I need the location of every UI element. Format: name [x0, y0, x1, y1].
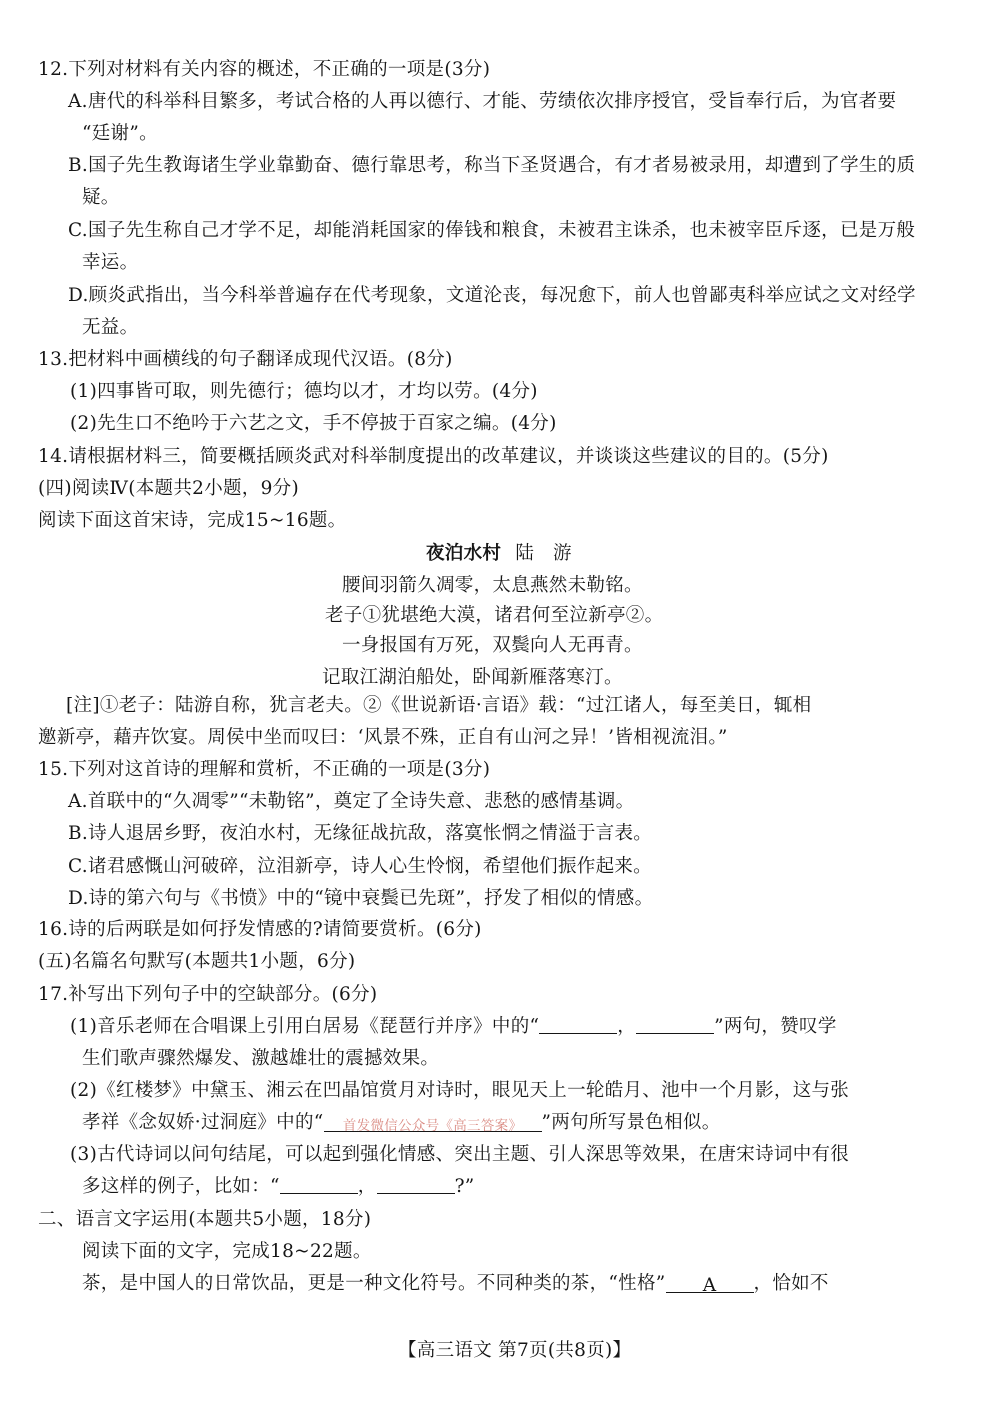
q12-option-a: A.唐代的科举科目繁多，考试合格的人再以德行、才能、劳绩依次排序授官，受旨奉行后，为官者要: [68, 91, 897, 112]
poem-line-3: 一身报国有万死，双鬓向人无再青。: [342, 635, 643, 656]
q17-sentence-1-cont: 生们歌声骤然爆发、激越雄壮的震撼效果。: [82, 1048, 440, 1069]
fill-blank[interactable]: [636, 1013, 714, 1034]
part2-p1-text-b: ，恰如不: [753, 1273, 829, 1294]
poem-note-1: [注]①老子：陆游自称，犹言老夫。②《世说新语·言语》载：“过江诸人，每至美日，辄相: [66, 695, 812, 716]
q12-option-b-cont: 疑。: [82, 187, 120, 208]
q17-sentence-2: (2)《红楼梦》中黛玉、湘云在凹晶馆赏月对诗时，眼见天上一轮皓月、池中一个月影，这与张: [70, 1080, 850, 1101]
q17-s1-text-b: ”两句，赞叹学: [714, 1016, 837, 1037]
q15-option-c: C.诸君感慨山河破碎，泣泪新亭，诗人心生怜悯，希望他们振作起来。: [68, 856, 652, 877]
q16-stem: 16.诗的后两联是如何抒发情感的?请简要赏析。(6分): [38, 919, 482, 940]
q12-option-b: B.国子先生教诲诸生学业靠勤奋、德行靠思考，称当下圣贤遇合，有才者易被录用，却遭到了学生的质: [68, 155, 916, 176]
q12-option-d: D.顾炎武指出，当今科举普遍存在代考现象，文道沦丧，每况愈下，前人也曾鄙夷科举应试之文对经学: [68, 285, 916, 306]
section5-heading: (五)名篇名句默写(本题共1小题，6分): [38, 951, 356, 972]
poem-author: 陆 游: [515, 543, 572, 564]
q15-option-b: B.诗人退居乡野，夜泊水村，无缘征战抗敌，落寞怅惘之情溢于言表。: [68, 823, 653, 844]
fill-blank[interactable]: [377, 1173, 455, 1194]
fill-blank[interactable]: [280, 1173, 358, 1194]
poem-line-4: 记取江湖泊船处，卧闻新雁落寒汀。: [322, 667, 623, 688]
blank-label: A: [702, 1275, 717, 1296]
q12-stem: 12.下列对材料有关内容的概述，不正确的一项是(3分): [38, 59, 491, 80]
part2-heading: 二、语言文字运用(本题共5小题，18分): [38, 1209, 372, 1230]
poem-line-1: 腰间羽箭久凋零，太息燕然未勒铭。: [342, 575, 643, 596]
fill-blank[interactable]: [539, 1013, 617, 1034]
fill-blank-a[interactable]: [666, 1272, 754, 1296]
page-footer: 【高三语文 第7页(共8页)】: [398, 1340, 632, 1361]
q15-stem: 15.下列对这首诗的理解和赏析，不正确的一项是(3分): [38, 759, 491, 780]
q12-option-d-cont: 无益。: [82, 317, 139, 338]
part2-paragraph: [82, 1270, 829, 1298]
q17-s3-text-b: 多这样的例子，比如：“: [82, 1176, 280, 1197]
q17-s2-text-b: 孝祥《念奴娇·过洞庭》中的“: [82, 1112, 324, 1133]
comma: ，: [357, 1176, 377, 1197]
q17-s1-text-a: (1)音乐老师在合唱课上引用白居易《琵琶行并序》中的“: [70, 1016, 540, 1037]
q17-sentence-2-cont: [82, 1109, 721, 1137]
q12-option-a-cont: “廷谢”。: [82, 123, 158, 144]
q12-option-c-cont: 幸运。: [82, 252, 139, 273]
poem-line-2: 老子①犹堪绝大漠，诸君何至泣新亭②。: [325, 605, 664, 626]
q17-stem: 17.补写出下列句子中的空缺部分。(6分): [38, 984, 378, 1005]
q15-option-a: A.首联中的“久凋零”“未勒铭”，奠定了全诗失意、悲愁的感情基调。: [68, 791, 635, 812]
poem-note-2: 邀新亭，藉卉饮宴。周侯中坐而叹曰：‘风景不殊，正自有山河之异！’皆相视流泪。”: [38, 727, 728, 748]
q17-sentence-3: (3)古代诗词以问句结尾，可以起到强化情感、突出主题、引人深思等效果，在唐宋诗词中有很: [70, 1144, 850, 1165]
fill-blank[interactable]: [324, 1111, 542, 1132]
q13-sentence-2: (2)先生口不绝吟于六艺之文，手不停披于百家之编。(4分): [70, 413, 557, 434]
section4-heading: (四)阅读Ⅳ(本题共2小题，9分): [38, 478, 299, 499]
q13-stem: 13.把材料中画横线的句子翻译成现代汉语。(8分): [38, 349, 453, 370]
q12-option-c: C.国子先生称自己才学不足，却能消耗国家的俸钱和粮食，未被君主诛杀，也未被宰臣斥逐，已是万般: [68, 220, 916, 241]
q17-s2-text-c: ”两句所写景色相似。: [541, 1112, 721, 1133]
poem-title: 夜泊水村: [426, 543, 502, 564]
section4-intro: 阅读下面这首宋诗，完成15~16题。: [38, 510, 347, 531]
part2-p1-text-a: 茶，是中国人的日常饮品，更是一种文化符号。不同种类的茶，“性格”: [82, 1273, 666, 1294]
q14-stem: 14.请根据材料三，简要概括顾炎武对科举制度提出的改革建议，并谈谈这些建议的目的。(5分): [38, 446, 829, 467]
part2-intro: 阅读下面的文字，完成18~22题。: [82, 1241, 372, 1262]
q13-sentence-1: (1)四事皆可取，则先德行；德均以才，才均以劳。(4分): [70, 381, 538, 402]
q15-option-d: D.诗的第六句与《书愤》中的“镜中衰鬓已先斑”，抒发了相似的情感。: [68, 888, 654, 909]
q17-sentence-3-cont: [82, 1173, 475, 1201]
watermark: 首发微信公众号《高三答案》: [342, 1118, 523, 1134]
comma: ，: [617, 1016, 637, 1037]
q17-s3-text-c: ?”: [454, 1176, 475, 1197]
poem-title-line: [426, 540, 572, 568]
q17-sentence-1: [70, 1013, 837, 1041]
